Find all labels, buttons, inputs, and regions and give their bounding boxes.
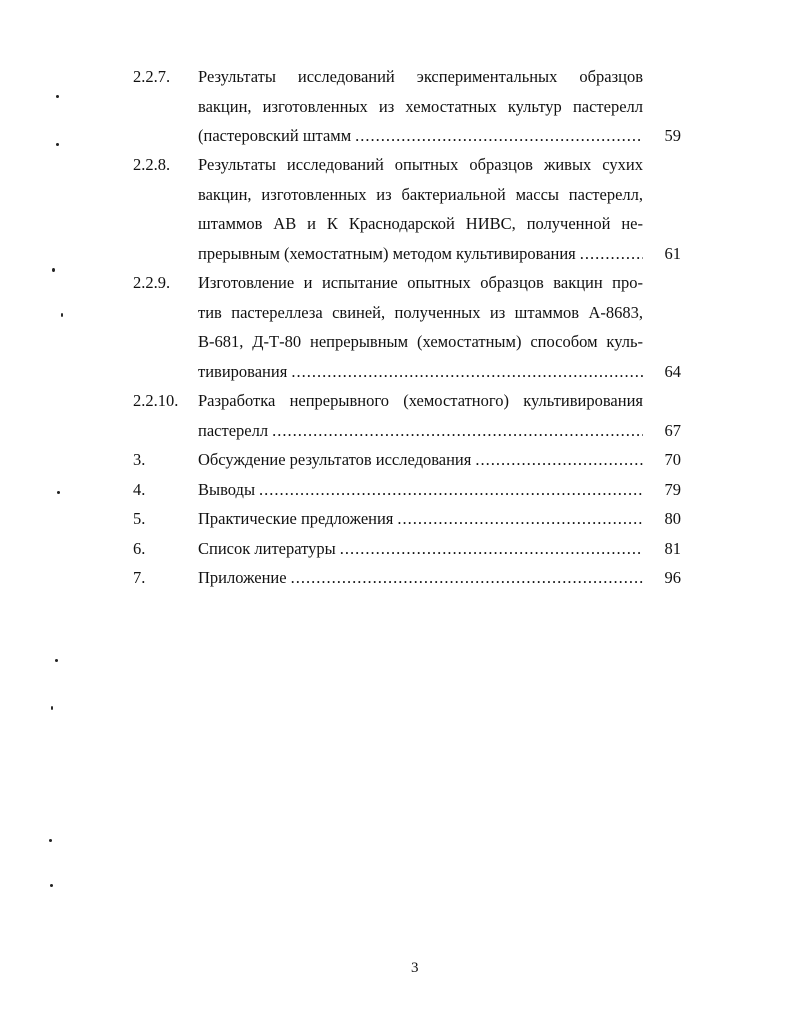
- toc-entry-number: 2.2.7.: [133, 67, 171, 86]
- toc-page-number: 79: [664, 479, 681, 499]
- dot-leader: [580, 239, 643, 269]
- toc-page-number: 70: [664, 450, 681, 469]
- toc-entry-title: [198, 445, 643, 475]
- toc-title-text: Выводы: [198, 479, 256, 499]
- toc-entry-number: 2.2.8.: [133, 155, 171, 174]
- toc-page-number: 64: [664, 361, 681, 381]
- toc-entry-number: 2.2.9.: [133, 273, 171, 292]
- dot-leader: [475, 445, 643, 475]
- toc-title-line: Разработка непрерывного (хемостатного) культивирования: [198, 391, 643, 410]
- toc-title-text: Обсуждение результатов исследования: [198, 450, 472, 469]
- toc-title-last-line: [198, 416, 643, 446]
- dot-leader: [259, 475, 643, 505]
- scan-speck: [61, 313, 63, 317]
- scan-speck: [52, 268, 55, 272]
- toc-title-line: вакцин, изготовленных из бактериальной массы пастерелл,: [198, 184, 643, 204]
- toc-page-number: 67: [664, 420, 681, 440]
- toc-title-last-line: [198, 534, 643, 564]
- toc-entry-title: [198, 62, 643, 151]
- scan-speck: [55, 659, 58, 662]
- toc-title-text: прерывным (хемостатным) методом культивирования: [198, 243, 576, 263]
- dot-leader: [397, 504, 643, 534]
- toc-title-last-line: [198, 445, 643, 475]
- toc-title-line: вакцин, изготовленных из хемостатных культур пастерелл: [198, 96, 643, 116]
- toc-page-number: 96: [664, 568, 681, 587]
- toc-title-last-line: [198, 504, 643, 534]
- dot-leader: [340, 534, 643, 564]
- toc-entry-title: [198, 386, 643, 445]
- toc-page-number: 61: [664, 243, 681, 263]
- scan-speck: [56, 95, 59, 98]
- toc-page-number: 59: [664, 126, 681, 145]
- toc-title-last-line: [198, 239, 643, 269]
- toc-title-last-line: [198, 475, 643, 505]
- toc-entry-title: [198, 475, 643, 505]
- toc-title-text: Практические предложения: [198, 509, 394, 528]
- dot-leader: [291, 563, 643, 593]
- toc-title-line: В-681, Д-Т-80 непрерывным (хемостатным) способом куль-: [198, 332, 643, 351]
- dot-leader: [355, 121, 643, 151]
- dot-leader: [272, 416, 643, 446]
- scan-speck: [50, 884, 53, 887]
- toc-title-last-line: [198, 563, 643, 593]
- toc-entry-title: [198, 534, 643, 564]
- toc-title-text: (пастеровский штамм: [198, 126, 352, 145]
- toc-entry-title: [198, 563, 643, 593]
- toc-entry-number: 2.2.10.: [133, 391, 179, 410]
- toc-title-line: Изготовление и испытание опытных образцов вакцин про-: [198, 273, 643, 292]
- toc-entry-title: [198, 504, 643, 534]
- scan-speck: [49, 839, 52, 842]
- toc-entry-number: 6.: [133, 538, 146, 558]
- dot-leader: [291, 357, 643, 387]
- toc-title-last-line: [198, 357, 643, 387]
- toc-title-last-line: [198, 121, 643, 151]
- toc-entry-number: 5.: [133, 509, 146, 528]
- scan-speck: [56, 143, 59, 146]
- toc-entry-title: [198, 268, 643, 386]
- toc-entry-number: 3.: [133, 450, 146, 469]
- toc-title-line: Результаты исследований опытных образцов живых сухих: [198, 155, 643, 174]
- toc-entry-title: [198, 150, 643, 268]
- toc-page-number: 80: [664, 509, 681, 528]
- toc-title-text: пастерелл: [198, 420, 269, 440]
- toc-title-text: Приложение: [198, 568, 287, 587]
- toc-entry-number: 4.: [133, 479, 146, 499]
- page-number: 3: [411, 960, 419, 976]
- toc-title-text: тивирования: [198, 361, 288, 381]
- toc-title-line: Результаты исследований экспериментальных образцов: [198, 67, 643, 86]
- toc-title-line: штаммов АВ и К Краснодарской НИВС, полученной не-: [198, 214, 643, 233]
- toc-page-number: 81: [664, 538, 681, 558]
- toc-entry-number: 7.: [133, 568, 146, 587]
- toc-title-text: Список литературы: [198, 538, 336, 558]
- scan-speck: [51, 706, 53, 710]
- toc-title-line: тив пастереллеза свиней, полученных из штаммов А-8683,: [198, 302, 643, 322]
- scan-speck: [57, 491, 60, 494]
